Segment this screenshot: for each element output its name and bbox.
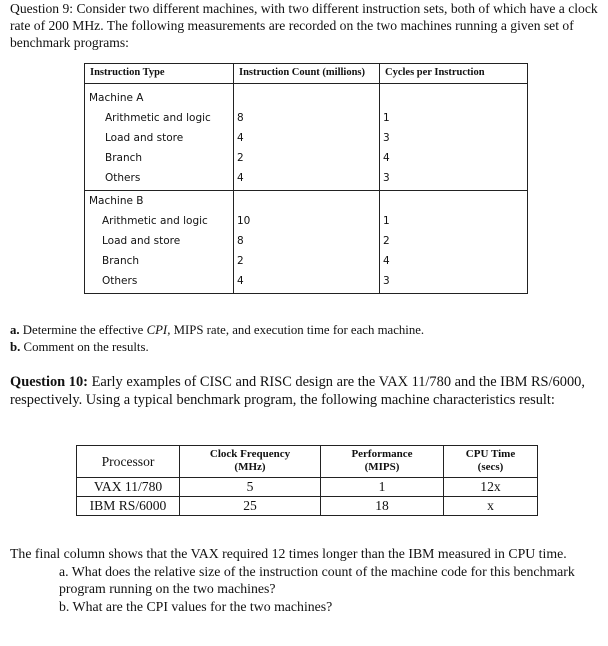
table-row (77, 497, 538, 516)
row-type: Others (102, 275, 138, 287)
cell-clock: 5 (180, 478, 321, 497)
row-type: Others (105, 172, 141, 184)
row-count: 8 (237, 112, 244, 124)
header-clock-frequency: Clock Frequency (MHz) (180, 446, 321, 478)
row-type: Branch (102, 255, 140, 267)
question-10-part-b: b. What are the CPI values for the two machines? (59, 598, 333, 614)
table-row (85, 84, 528, 191)
question-10-intro: Question 10: Early examples of CISC and RISC design are the VAX 11/780 and the IBM RS/6000, respectively. Using a typical benchmark program, the following machine characteristics result: (10, 374, 585, 408)
cell-cpu-time: x (444, 497, 538, 516)
header-performance: Performance (MIPS) (321, 446, 444, 478)
closing-text: The final column shows that the VAX required 12 times longer than the IBM measured in CPU time. (10, 546, 567, 561)
row-cpi: 4 (383, 255, 390, 267)
row-cpi: 4 (383, 152, 390, 164)
row-count: 2 (237, 255, 244, 267)
group-label-machine-b: Machine B (89, 195, 144, 207)
cell-processor: VAX 11/780 (77, 478, 180, 497)
row-cpi: 1 (383, 215, 390, 227)
row-type: Arithmetic and logic (105, 112, 211, 124)
question-9-intro: Question 9: Consider two different machines, with two different instruction sets, both of which have a clock rate of 200 MHz. The following measurements are recorded on the two machines running a given set of benchmark programs: (10, 1, 598, 50)
row-type: Load and store (102, 235, 181, 247)
row-cpi: 2 (383, 235, 390, 247)
question-10-closing (10, 545, 600, 615)
group-label-machine-a: Machine A (89, 92, 144, 104)
row-count: 4 (237, 132, 244, 144)
cell-cpu-time: 12x (444, 478, 538, 497)
header-cycles-per-instruction: Cycles per Instruction (380, 64, 528, 84)
row-cpi: 3 (383, 132, 390, 144)
cell-performance: 1 (321, 478, 444, 497)
row-type: Branch (105, 152, 143, 164)
cell-clock: 25 (180, 497, 321, 516)
row-cpi: 3 (383, 172, 390, 184)
row-count: 4 (237, 172, 244, 184)
header-instruction-type: Instruction Type (85, 64, 234, 84)
question-10-part-a: a. What does the relative size of the instruction count of the machine code for this benchmark program running on the two machines? (59, 563, 575, 596)
instruction-mix-table (84, 63, 528, 294)
row-type: Load and store (105, 132, 184, 144)
part-b: b. Comment on the results. (10, 340, 149, 354)
row-count: 10 (237, 215, 251, 227)
row-count: 2 (237, 152, 244, 164)
processor-comparison-table (76, 445, 538, 516)
row-type: Arithmetic and logic (102, 215, 208, 227)
table-row (85, 191, 528, 294)
row-cpi: 3 (383, 275, 390, 287)
table-header-row (85, 64, 528, 84)
header-processor: Processor (77, 446, 180, 478)
row-count: 8 (237, 235, 244, 247)
row-cpi: 1 (383, 112, 390, 124)
question-9-parts (10, 322, 424, 356)
table-row (77, 478, 538, 497)
cell-performance: 18 (321, 497, 444, 516)
header-cpu-time: CPU Time (secs) (444, 446, 538, 478)
header-instruction-count: Instruction Count (millions) (234, 64, 380, 84)
table-header-row (77, 446, 538, 478)
question-10-label: Question 10: (10, 374, 88, 390)
cell-processor: IBM RS/6000 (77, 497, 180, 516)
part-a: a. Determine the effective CPI, MIPS rate, and execution time for each machine. (10, 323, 425, 337)
row-count: 4 (237, 275, 244, 287)
